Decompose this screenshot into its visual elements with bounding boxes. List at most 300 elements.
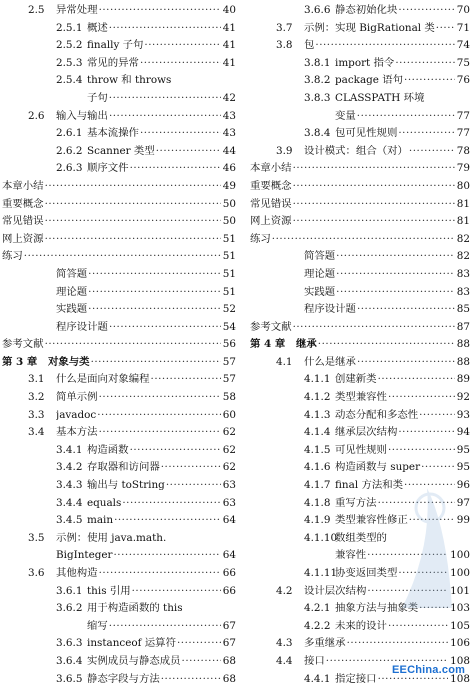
toc-entry-number: 4.1.7	[304, 479, 331, 492]
toc-entry-title: 多重继承	[304, 637, 346, 650]
toc-entry	[2, 143, 236, 161]
toc-entry-page: 89	[456, 373, 470, 386]
toc-entry-page: 63	[222, 479, 236, 492]
toc-entry-title: 设计层次结构	[304, 584, 367, 597]
toc-entry-title: 构造函数与 super	[335, 461, 421, 474]
toc-entry-page: 78	[456, 144, 470, 157]
toc-entry-title: 包可见性规则	[335, 127, 398, 140]
toc-entry	[2, 565, 236, 583]
dot-leader	[367, 583, 448, 601]
toc-entry-page: 103	[450, 602, 470, 615]
toc-entry-page: 88	[456, 338, 470, 351]
toc-entry-number: 4.3	[276, 637, 293, 650]
toc-entry	[250, 284, 470, 302]
toc-entry-number: 3.6.5	[56, 672, 83, 685]
toc-entry-page: 77	[456, 109, 470, 122]
dot-leader	[144, 37, 220, 55]
dot-leader	[91, 354, 221, 372]
toc-entry-title: 动态分配和多态性	[335, 408, 419, 421]
toc-entry-number: 2.5.4	[56, 74, 83, 87]
toc-entry-page: 105	[450, 619, 470, 632]
toc-entry-number: 2.5.3	[56, 56, 83, 69]
toc-entry-page: 83	[456, 267, 470, 280]
toc-entry-title: 实践题	[56, 303, 88, 316]
toc-entry-title: BigInteger	[56, 549, 113, 562]
toc-entry-page: 51	[222, 267, 236, 280]
toc-entry	[2, 336, 236, 354]
toc-entry-title: 练习	[2, 250, 23, 263]
toc-entry-page: 49	[222, 179, 236, 192]
toc-entry	[250, 530, 470, 548]
toc-entry-page: 92	[456, 391, 470, 404]
toc-entry	[250, 319, 470, 337]
toc-entry-title: 什么是继承	[304, 355, 356, 368]
toc-entry-title: 类型兼容性	[335, 391, 387, 404]
toc-entry-title: throw 和 throws	[87, 74, 172, 87]
dot-leader	[88, 266, 221, 284]
toc-entry-number: 3.6.2	[56, 602, 83, 615]
toc-entry-title: 常见错误	[2, 215, 44, 228]
dot-leader	[419, 600, 448, 618]
toc-entry-number: 3.6	[28, 567, 45, 579]
toc-entry-title: 静态初始化块	[335, 4, 398, 16]
dot-leader	[421, 459, 455, 477]
toc-entry-number: 第 4 章	[250, 338, 286, 351]
toc-entry-title: 练习	[250, 232, 271, 245]
dot-leader	[398, 2, 454, 20]
dot-leader	[293, 160, 455, 178]
dot-leader	[409, 512, 455, 530]
toc-entry-title: 变量	[335, 109, 356, 122]
toc-entry-title: 简答题	[304, 250, 336, 263]
toc-entry-page: 75	[456, 56, 470, 69]
toc-entry-page: 51	[222, 250, 236, 263]
toc-entry-page: 85	[456, 303, 470, 316]
toc-entry-number: 3.8.4	[304, 127, 331, 140]
toc-entry-title: finally 子句	[87, 39, 144, 52]
toc-entry-title: 示例：使用 java.math.	[56, 531, 167, 544]
toc-entry-page: 50	[222, 197, 236, 210]
toc-entry-title: 简单示例	[56, 391, 98, 404]
toc-entry-number: 第 3 章	[2, 355, 38, 368]
toc-entry	[250, 20, 470, 38]
toc-entry-title: 网上资源	[250, 215, 292, 228]
toc-entry-title: 示例：实现 BigRational 类	[304, 21, 435, 34]
toc-entry-page: 79	[456, 162, 470, 175]
toc-entry-title: 输入与输出	[56, 109, 108, 122]
toc-entry-number: 4.2.1	[304, 602, 331, 615]
toc-entry-title: 重写方法	[335, 496, 377, 509]
toc-entry-number: 4.1.2	[304, 391, 331, 404]
toc-entry-title: 本章小结	[2, 179, 44, 192]
toc-entry-title: 创建新类	[335, 373, 377, 386]
toc-entry	[250, 196, 470, 214]
toc-entry-page: 52	[222, 303, 236, 316]
dot-leader	[315, 37, 454, 55]
toc-entry-page: 74	[456, 39, 470, 52]
toc-entry	[2, 160, 236, 178]
dot-leader	[45, 213, 221, 231]
toc-entry	[2, 108, 236, 126]
toc-entry-page: 81	[456, 215, 470, 228]
toc-entry	[2, 635, 236, 653]
toc-entry	[250, 90, 470, 108]
toc-entry-number: 3.7	[276, 21, 293, 34]
dot-leader	[398, 565, 448, 583]
dot-leader	[404, 72, 455, 90]
toc-entry-number: 4.2.2	[304, 619, 331, 632]
toc-entry-page: 88	[456, 355, 470, 368]
toc-entry	[2, 55, 236, 73]
toc-entry-number: 3.3	[28, 408, 45, 421]
toc-entry	[2, 459, 236, 477]
dot-leader	[388, 442, 455, 460]
toc-entry-title: 概述	[87, 21, 108, 34]
toc-entry-title: 参考文献	[250, 320, 292, 333]
toc-entry-title: 重要概念	[2, 197, 44, 210]
toc-entry-page: 41	[222, 56, 236, 69]
toc-entry-title: 静态字段与方法	[87, 672, 160, 685]
dot-leader	[336, 248, 455, 266]
dot-leader	[99, 424, 221, 442]
toc-entry-page: 97	[456, 496, 470, 509]
toc-entry-page: 41	[222, 21, 236, 34]
dot-leader	[293, 196, 455, 214]
toc-entry-number: 2.5.2	[56, 39, 83, 52]
toc-entry-page: 96	[456, 479, 470, 492]
dot-leader	[293, 178, 455, 196]
toc-entry-title: 异常处理	[56, 4, 98, 16]
toc-entry-number: 3.1	[28, 373, 45, 386]
toc-entry	[250, 407, 470, 425]
toc-entry	[2, 442, 236, 460]
toc-entry-title: 程序设计题	[56, 320, 108, 333]
toc-entry-number: 3.8.1	[304, 56, 331, 69]
dot-leader	[378, 495, 455, 513]
toc-entry-page: 101	[450, 584, 470, 597]
dot-leader	[109, 90, 221, 108]
toc-entry-page: 81	[456, 197, 470, 210]
toc-entry-page: 94	[456, 426, 470, 439]
toc-entry-page: 100	[450, 549, 470, 562]
toc-entry-page: 68	[222, 672, 236, 685]
dot-leader	[97, 407, 221, 425]
toc-entry	[2, 389, 236, 407]
dot-leader	[293, 319, 455, 337]
toc-entry-number: 4.1.9	[304, 514, 331, 527]
dot-leader	[293, 213, 455, 231]
dot-leader	[398, 125, 454, 143]
toc-entry	[2, 266, 236, 284]
toc-entry-page: 77	[456, 127, 470, 140]
dot-leader	[388, 618, 448, 636]
toc-entry	[2, 37, 236, 55]
toc-entry	[2, 407, 236, 425]
dot-leader	[109, 108, 221, 126]
dot-leader	[132, 583, 221, 601]
toc-entry-title: 网上资源	[2, 232, 44, 245]
toc-entry-title: 继承	[296, 338, 317, 351]
toc-entry-number: 4.1.10	[304, 531, 338, 544]
toc-entry-title: 类型兼容性修正	[335, 514, 408, 527]
toc-entry-title: 接口	[304, 654, 325, 667]
toc-entry	[2, 213, 236, 231]
toc-entry-number: 3.6.6	[304, 4, 331, 16]
toc-entry	[250, 600, 470, 618]
dot-leader	[166, 477, 221, 495]
toc-entry-title: 顺序文件	[87, 162, 129, 175]
toc-entry-title: 缩写	[87, 619, 108, 632]
toc-entry	[2, 284, 236, 302]
toc-entry	[2, 424, 236, 442]
toc-entry	[2, 319, 236, 337]
dot-leader	[182, 653, 221, 671]
toc-entry	[2, 547, 236, 565]
toc-entry-number: 3.6.3	[56, 637, 83, 650]
dot-leader	[388, 389, 455, 407]
dot-leader	[367, 547, 448, 565]
dot-leader	[114, 547, 221, 565]
dot-leader	[336, 266, 455, 284]
toc-entry	[250, 301, 470, 319]
toc-entry-title: 子句	[87, 91, 108, 104]
toc-entry	[250, 336, 470, 354]
toc-entry-page: 87	[456, 320, 470, 333]
toc-entry-title: package 语句	[335, 74, 404, 87]
toc-entry	[2, 20, 236, 38]
toc-entry	[2, 495, 236, 513]
dot-leader	[45, 336, 221, 354]
toc-entry-page: 64	[222, 514, 236, 527]
toc-entry-title: 其他构造	[56, 567, 98, 579]
toc-entry-page: 99	[456, 514, 470, 527]
dot-leader	[140, 125, 221, 143]
toc-left-column	[2, 2, 236, 688]
dot-leader	[130, 160, 221, 178]
toc-entry	[250, 55, 470, 73]
toc-entry-page: 42	[222, 91, 236, 104]
toc-entry-title: 程序设计题	[304, 303, 356, 316]
toc-entry	[2, 90, 236, 108]
toc-entry-page: 108	[450, 654, 470, 667]
toc-entry	[250, 547, 470, 565]
toc-entry-title: 可见性规则	[335, 443, 387, 456]
toc-entry-page: 76	[456, 74, 470, 87]
toc-entry-title: CLASSPATH 环境	[335, 91, 425, 104]
toc-entry-number: 3.2	[28, 391, 45, 404]
toc-entry-page: 41	[222, 39, 236, 52]
toc-entry-page: 67	[222, 619, 236, 632]
dot-leader	[357, 108, 455, 126]
toc-entry-number: 3.4.2	[56, 461, 83, 474]
dot-leader	[347, 635, 449, 653]
toc-entry	[2, 178, 236, 196]
dot-leader	[161, 459, 221, 477]
toc-entry-title: main	[87, 514, 114, 527]
toc-entry-title: 用于构造函数的 this	[87, 602, 183, 615]
toc-entry	[250, 248, 470, 266]
toc-entry	[2, 671, 236, 688]
dot-leader	[45, 178, 221, 196]
toc-entry	[250, 459, 470, 477]
toc-entry	[250, 495, 470, 513]
dot-leader	[395, 55, 454, 73]
dot-leader	[114, 512, 221, 530]
toc-entry-number: 2.6	[28, 109, 45, 122]
toc-entry-number: 3.4.5	[56, 514, 83, 527]
toc-entry-page: 66	[222, 567, 236, 579]
dot-leader	[45, 196, 221, 214]
dot-leader	[140, 55, 221, 73]
toc-entry	[250, 231, 470, 249]
toc-entry-title: 兼容性	[335, 549, 367, 562]
dot-leader	[99, 389, 221, 407]
toc-entry	[2, 125, 236, 143]
toc-entry-page: 70	[456, 4, 470, 16]
dot-leader	[156, 143, 221, 161]
toc-entry-number: 4.1.3	[304, 408, 331, 421]
toc-entry-number: 4.1.5	[304, 443, 331, 456]
toc-entry	[250, 354, 470, 372]
toc-entry-page: 62	[222, 426, 236, 439]
toc-entry-title: 未来的设计	[335, 619, 387, 632]
toc-entry	[2, 371, 236, 389]
toc-entry-page: 58	[222, 391, 236, 404]
toc-entry-number: 4.1	[276, 355, 293, 368]
toc-entry-title: 构造函数	[87, 443, 129, 456]
toc-entry	[250, 108, 470, 126]
toc-entry	[250, 583, 470, 601]
toc-entry-title: 实践题	[304, 285, 336, 298]
toc-entry-page: 108	[450, 672, 470, 685]
dot-leader	[436, 20, 455, 38]
dot-leader	[99, 565, 221, 583]
toc-entry-title: this 引用	[87, 584, 131, 597]
toc-entry-page: 68	[222, 654, 236, 667]
toc-entry	[250, 618, 470, 636]
toc-entry-page: 83	[456, 285, 470, 298]
toc-entry-page: 51	[222, 232, 236, 245]
toc-entry-number: 2.6.1	[56, 127, 83, 140]
toc-entry-title: Scanner 类型	[87, 144, 155, 157]
toc-entry-number: 3.4	[28, 426, 45, 439]
toc-entry	[250, 266, 470, 284]
toc-entry	[2, 231, 236, 249]
dot-leader	[151, 371, 221, 389]
toc-entry-number: 3.5	[28, 531, 45, 544]
toc-entry-title: 基本流操作	[87, 127, 139, 140]
toc-entry-number: 3.4.1	[56, 443, 83, 456]
dot-leader	[357, 301, 455, 319]
toc-entry-title: 抽象方法与抽象类	[335, 602, 419, 615]
toc-entry	[250, 565, 470, 583]
toc-entry-number: 2.5.1	[56, 21, 83, 34]
toc-entry	[2, 248, 236, 266]
toc-entry	[250, 2, 470, 20]
toc-entry-page: 54	[222, 320, 236, 333]
toc-entry-number: 2.5	[28, 4, 45, 16]
toc-entry-title: 对象与类	[48, 355, 90, 368]
toc-entry	[250, 389, 470, 407]
toc-entry-number: 3.9	[276, 144, 293, 157]
toc-entry-page: 82	[456, 250, 470, 263]
dot-leader	[88, 284, 221, 302]
dot-leader	[318, 336, 455, 354]
toc-entry-number: 4.1.6	[304, 461, 331, 474]
toc-entry-page: 57	[222, 355, 236, 368]
toc-entry	[2, 530, 236, 548]
toc-entry	[2, 618, 236, 636]
dot-leader	[99, 2, 221, 20]
toc-entry	[2, 512, 236, 530]
toc-entry-title: 什么是面向对象编程	[56, 373, 150, 386]
toc-entry-title: 输出与 toString	[87, 479, 165, 492]
dot-leader	[88, 301, 221, 319]
watermark-text: EEChina.com	[392, 664, 466, 676]
toc-entry-title: final 方法和类	[335, 479, 404, 492]
toc-entry-number: 3.8.3	[304, 91, 331, 104]
toc-entry-page: 51	[222, 285, 236, 298]
toc-entry-number: 3.6.4	[56, 654, 83, 667]
dot-leader	[109, 20, 221, 38]
toc-entry	[250, 371, 470, 389]
toc-entry	[250, 635, 470, 653]
dot-leader	[130, 442, 221, 460]
toc-entry-number: 3.4.4	[56, 496, 83, 509]
toc-entry	[250, 72, 470, 90]
toc-entry-page: 82	[456, 232, 470, 245]
toc-entry-page: 44	[222, 144, 236, 157]
dot-leader	[404, 477, 455, 495]
toc-entry	[2, 600, 236, 618]
toc-entry-title: 包	[304, 39, 315, 52]
toc-entry-title: 存取器和访问器	[87, 461, 160, 474]
toc-entry	[2, 72, 236, 90]
toc-entry-page: 80	[456, 179, 470, 192]
toc-entry-number: 4.1.8	[304, 496, 331, 509]
toc-entry	[250, 442, 470, 460]
toc-entry-page: 40	[222, 4, 236, 16]
toc-entry-page: 100	[450, 567, 470, 579]
toc-entry	[2, 477, 236, 495]
toc-entry-title: 简答题	[56, 267, 88, 280]
toc-entry	[250, 37, 470, 55]
dot-leader	[122, 495, 220, 513]
toc-entry-title: 常见的异常	[87, 56, 139, 69]
toc-entry-title: 重要概念	[250, 179, 292, 192]
toc-entry-page: 106	[450, 637, 470, 650]
toc-entry-title: 理论题	[304, 267, 336, 280]
toc-entry	[2, 301, 236, 319]
toc-entry-number: 4.4.1	[304, 672, 331, 685]
dot-leader	[109, 319, 221, 337]
toc-entry	[250, 178, 470, 196]
toc-entry-title: import 指令	[335, 56, 395, 69]
toc-entry	[250, 160, 470, 178]
toc-entry-page: 43	[222, 109, 236, 122]
toc-entry-page: 71	[456, 21, 470, 34]
toc-entry-title: 本章小结	[250, 162, 292, 175]
toc-entry-title: 理论题	[56, 285, 88, 298]
dot-leader	[45, 231, 221, 249]
toc-entry-number: 3.4.3	[56, 479, 83, 492]
toc-entry-page: 95	[456, 461, 470, 474]
toc-entry	[250, 125, 470, 143]
toc-entry-title: 数组类型的	[335, 531, 387, 544]
dot-leader	[177, 635, 221, 653]
toc-entry	[250, 143, 470, 161]
toc-entry-number: 4.4	[276, 654, 293, 667]
